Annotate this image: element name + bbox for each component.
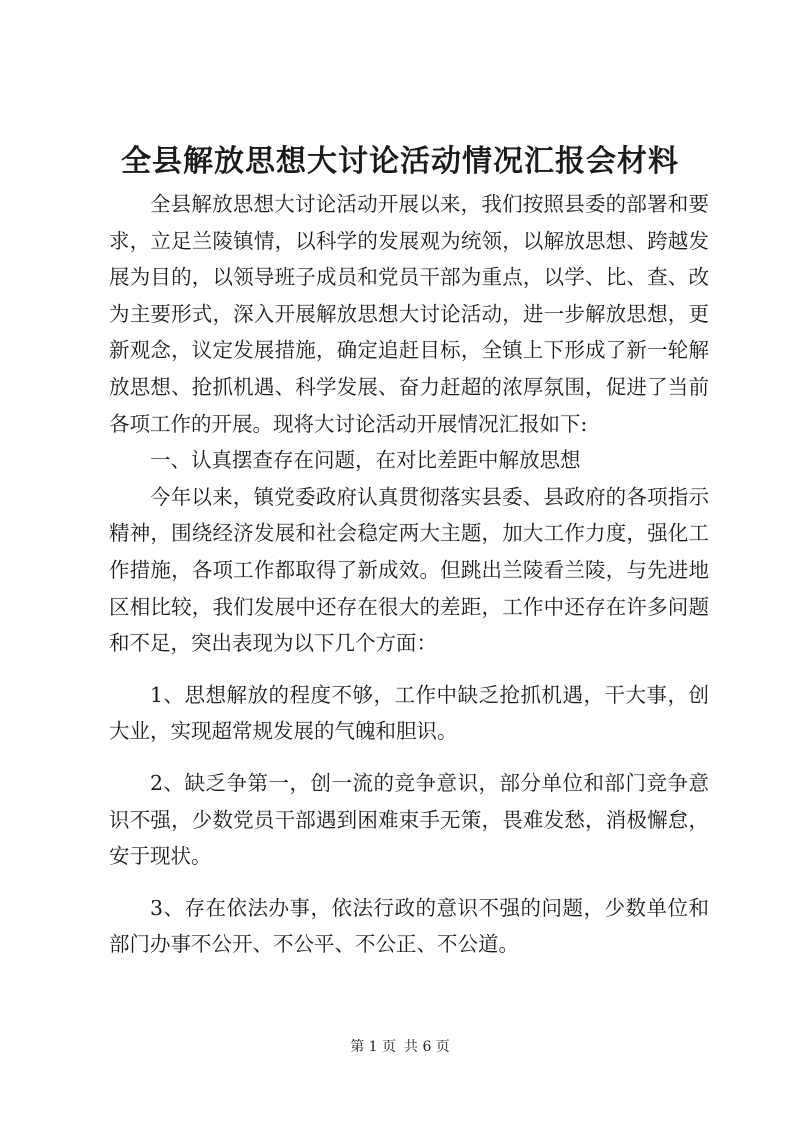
- document-title: 全县解放思想大讨论活动情况汇报会材料: [121, 144, 679, 179]
- document-body: [109, 186, 709, 963]
- list-item-2: 2、缺乏争第一，创一流的竞争意识，部分单位和部门竞争意识不强，少数党员干部遇到困难束手无策，畏难发愁，消极懈怠，安于现状。: [109, 770, 709, 869]
- list-item-3: 3、存在依法办事，依法行政的意识不强的问题，少数单位和部门办事不公开、不公平、不公正、不公道。: [109, 895, 709, 957]
- page-total: 共 6 页: [404, 1039, 450, 1055]
- page-number: 第 1 页: [350, 1039, 396, 1055]
- section-heading-1: 一、认真摆查存在问题，在对比差距中解放思想: [150, 448, 581, 473]
- paragraph-intro: 全县解放思想大讨论活动开展以来，我们按照县委的部署和要求，立足兰陵镇情，以科学的发展观为统领，以解放思想、跨越发展为目的，以领导班子成员和党员干部为重点，以学、比、查、改为主要形式，深入开展解放思想大讨论活动，进一步解放思想，更新观念，议定发展措施，确定追赶目标，全镇上下形成了新一轮解放思想、抢抓机遇、科学发展、奋力赶超的浓厚氛围，促进了当前各项工作的开展。现将大讨论活动开展情况汇报如下:: [109, 192, 709, 436]
- list-item-1: 1、思想解放的程度不够，工作中缺乏抢抓机遇，干大事，创大业，实现超常规发展的气魄和胆识。: [109, 682, 709, 744]
- page-footer: [0, 1037, 800, 1057]
- paragraph-section-1: 今年以来，镇党委政府认真贯彻落实县委、县政府的各项指示精神，围绕经济发展和社会稳定两大主题，加大工作力度，强化工作措施，各项工作都取得了新成效。但跳出兰陵看兰陵，与先进地区相比较，我们发展中还存在很大的差距，工作中还存在许多问题和不足，突出表现为以下几个方面：: [109, 484, 709, 656]
